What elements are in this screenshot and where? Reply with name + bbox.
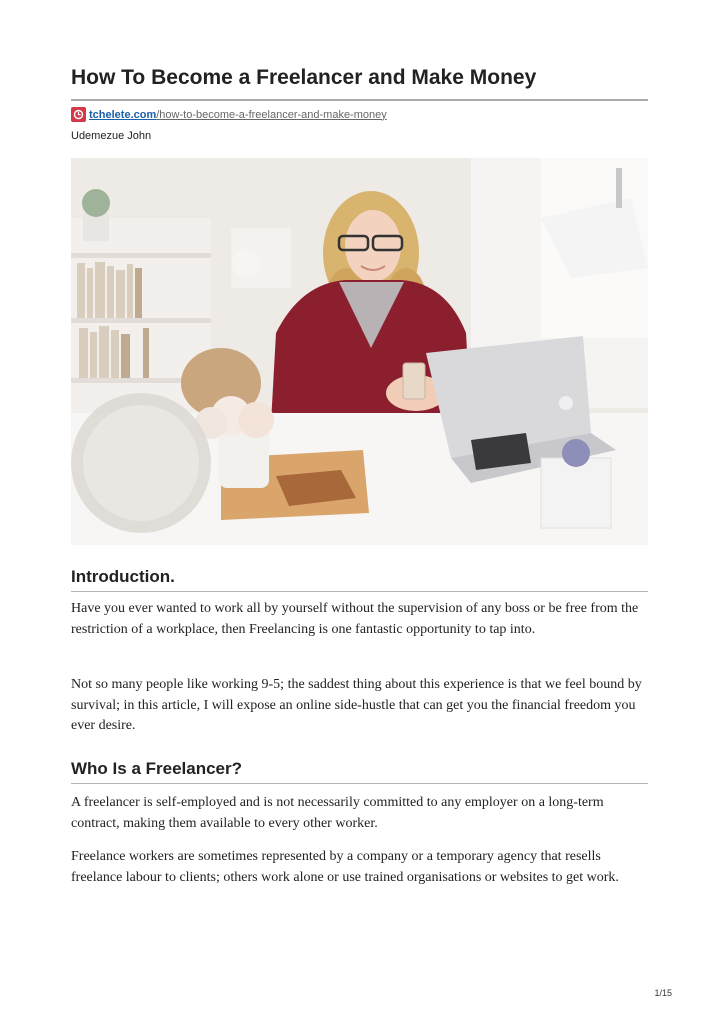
title-divider: [71, 99, 648, 101]
section-divider: [71, 591, 648, 592]
source-link[interactable]: [71, 106, 387, 123]
author-name: Udemezue John: [71, 130, 152, 142]
page-number: 1/15: [654, 988, 672, 998]
section-divider: [71, 783, 648, 784]
source-path[interactable]: /how-to-become-a-freelancer-and-make-money: [156, 108, 387, 121]
paragraph: A freelancer is self-employed and is not necessarily committed to any employer on a long-term contract, making them available to every other worker.: [71, 795, 604, 831]
laptop-workspace-photo-icon: [71, 158, 648, 545]
paragraph: Freelance workers are sometimes represented by a company or a temporary agency that resells freelance labour to clients; others work alone or use trained organisations or websites to get work.: [71, 849, 619, 885]
section-heading-who-is-a-freelancer: Who Is a Freelancer?: [71, 759, 242, 778]
site-favicon-icon: [71, 107, 86, 122]
paragraph: Not so many people like working 9-5; the saddest thing about this experience is that we feel bound by survival; in this article, I will expose an online side-hustle that can get you the financial freedom you ever desire.: [71, 677, 642, 733]
hero-image: [71, 158, 648, 545]
source-domain[interactable]: tchelete.com: [89, 108, 157, 121]
section-heading-introduction: Introduction.: [71, 567, 175, 586]
article-title: How To Become a Freelancer and Make Money: [71, 66, 537, 89]
paragraph: Have you ever wanted to work all by yourself without the supervision of any boss or be free from the restriction of a workplace, then Freelancing is one fantastic opportunity to tap into.: [71, 601, 639, 637]
